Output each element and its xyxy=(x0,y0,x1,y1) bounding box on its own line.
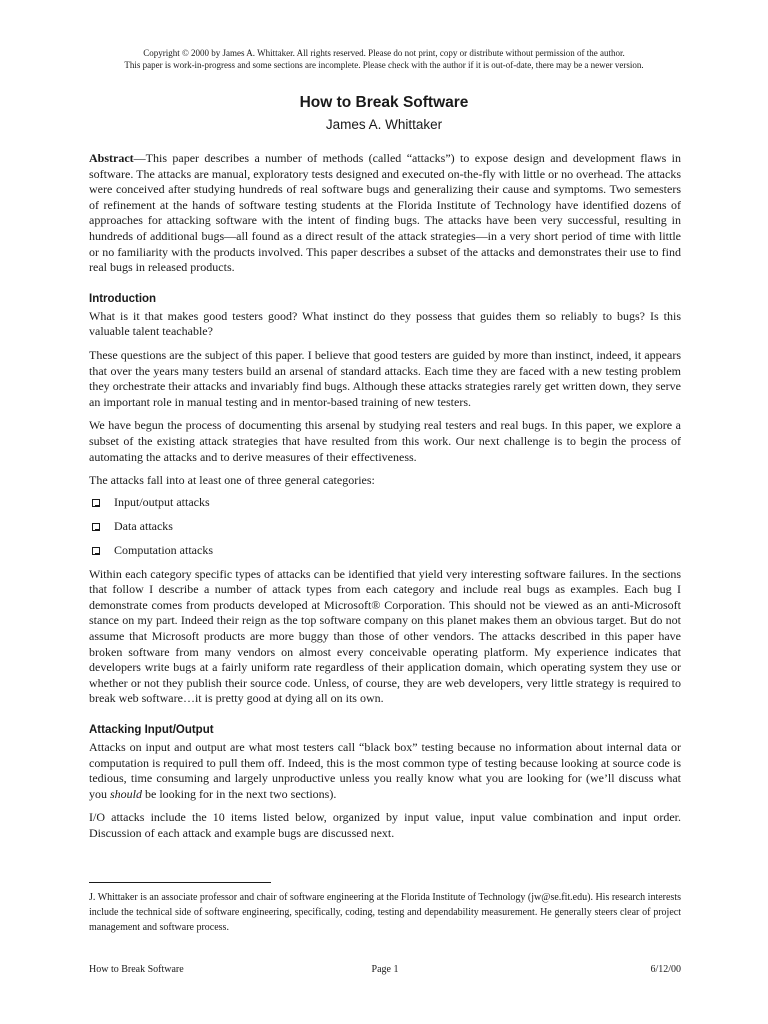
checkbox-bullet-icon xyxy=(92,547,100,555)
category-list xyxy=(89,495,681,559)
intro-paragraph-2: These questions are the subject of this paper. I believe that good testers are guided by more than instinct, indeed, it appears that over the years many testers build an arsenal of standard attacks. Each time they are faced with a new testing problem they orchestrate their attacks and invariably find bugs. Although these attacks strategies rarely get written down, they serve an important role in manual testing and in mentor-based training of new testers. xyxy=(89,347,681,409)
category-label: Data attacks xyxy=(114,518,173,533)
paper-author: James A. Whittaker xyxy=(325,117,443,132)
paper-body xyxy=(89,151,681,850)
copyright-line-2: This paper is work-in-progress and some sections are incomplete. Please check with the author if it is out-of-date, there may be a newer version. xyxy=(124,60,644,70)
footnote-divider xyxy=(89,882,271,883)
list-item xyxy=(89,519,681,535)
copyright-line-1: Copyright © 2000 by James A. Whittaker. All rights reserved. Please do not print, copy or distribute without permission of the author. xyxy=(143,48,625,58)
abstract-text: —This paper describes a number of methods (called “attacks”) to expose design and development flaws in software. The attacks are manual, exploratory tests designed and executed on-the-fly with little or no overhead. The attacks were conceived after studying hundreds of real software bugs and generalizing their cause and symptoms. Two semesters of refinement at the hands of software testing students at the Florida Institute of Technology have identified dozens of approaches for attacking software with the intent of finding bugs. The attacks have been very successful, resulting in hundreds of additional bugs—all found as a direct result of the attack strategies—in a very short period of time with little or no familiarity with the products involved. This paper describes a subset of the attacks and demonstrates their use to find real bugs in released products. xyxy=(89,151,681,275)
abstract-label: Abstract xyxy=(89,151,134,165)
abstract-paragraph xyxy=(89,151,681,276)
checkbox-bullet-icon xyxy=(92,523,100,531)
section-heading-attacking-io: Attacking Input/Output xyxy=(89,724,214,737)
category-label: Input/output attacks xyxy=(114,494,210,509)
checkbox-bullet-icon xyxy=(92,499,100,507)
section-heading-introduction: Introduction xyxy=(89,292,157,305)
paper-title: How to Break Software xyxy=(299,94,469,111)
io-paragraph-1: Attacks on input and output are what most testers call “black box” testing because no information about internal data or computation is required to pull them off. Indeed, this is the most common type of testing because looking at source code is tedious, time consuming and largely unproductive unless you really know what you are looking for (we’ll discuss what you should be looking for in the next two sections). xyxy=(89,740,681,801)
page-footer xyxy=(89,963,681,977)
list-item xyxy=(89,543,681,559)
intro-paragraph-5: Within each category specific types of attacks can be identified that yield very interesting software failures. In the sections that follow I describe a number of attack types from each category and include real bugs as examples. Each bug I demonstrate comes from products developed at Microsoft® Corporation. This should not be viewed as an anti-Microsoft stance on my part. Indeed their reign as the top software company on this planet makes them an obvious target. But do not assume that Microsoft products are more buggy than those of other vendors. The attacks described in this paper have broken software from many vendors on almost every conceivable operating platform. My experience indicates that developers write bugs at a fairly uniform rate regardless of their application domain, which operating system they use or whether or not they publish their source code. Unless, of course, they are web developers, very little strategy is required to break web software…it is pretty good at dying all on its own. xyxy=(89,566,681,706)
intro-paragraph-4: The attacks fall into at least one of three general categories: xyxy=(89,473,375,488)
io-paragraph-2: I/O attacks include the 10 items listed below, organized by input value, input value combination and input order. Discussion of each attack and example bugs are discussed next. xyxy=(89,810,681,840)
footer-title: How to Break Software xyxy=(89,964,184,975)
author-footnote: J. Whittaker is an associate professor and chair of software engineering at the Florida Institute of Technology (jw@se.fit.edu). His research interests include the technical side of software engineering, specifically, coding, testing and dependability measurement. He generally steers clear of project management and software process. xyxy=(89,892,681,933)
emphasis-should: should xyxy=(110,786,143,801)
footer-date: 6/12/00 xyxy=(650,964,681,975)
copyright-notice xyxy=(0,47,768,71)
intro-paragraph-1: What is it that makes good testers good? What instinct do they possess that guides them so reliably to bugs? Is this valuable talent teachable? xyxy=(89,308,681,339)
list-item xyxy=(89,495,681,511)
intro-paragraph-3: We have begun the process of documenting this arsenal by studying real testers and real bugs. In this paper, we explore a subset of the existing attack strategies that have resulted from this work. Our next challenge is to begin the process of automating the attacks and to derive measures of their effectiveness. xyxy=(89,418,681,464)
page-number: Page 1 xyxy=(371,964,399,975)
category-label: Computation attacks xyxy=(114,542,213,557)
